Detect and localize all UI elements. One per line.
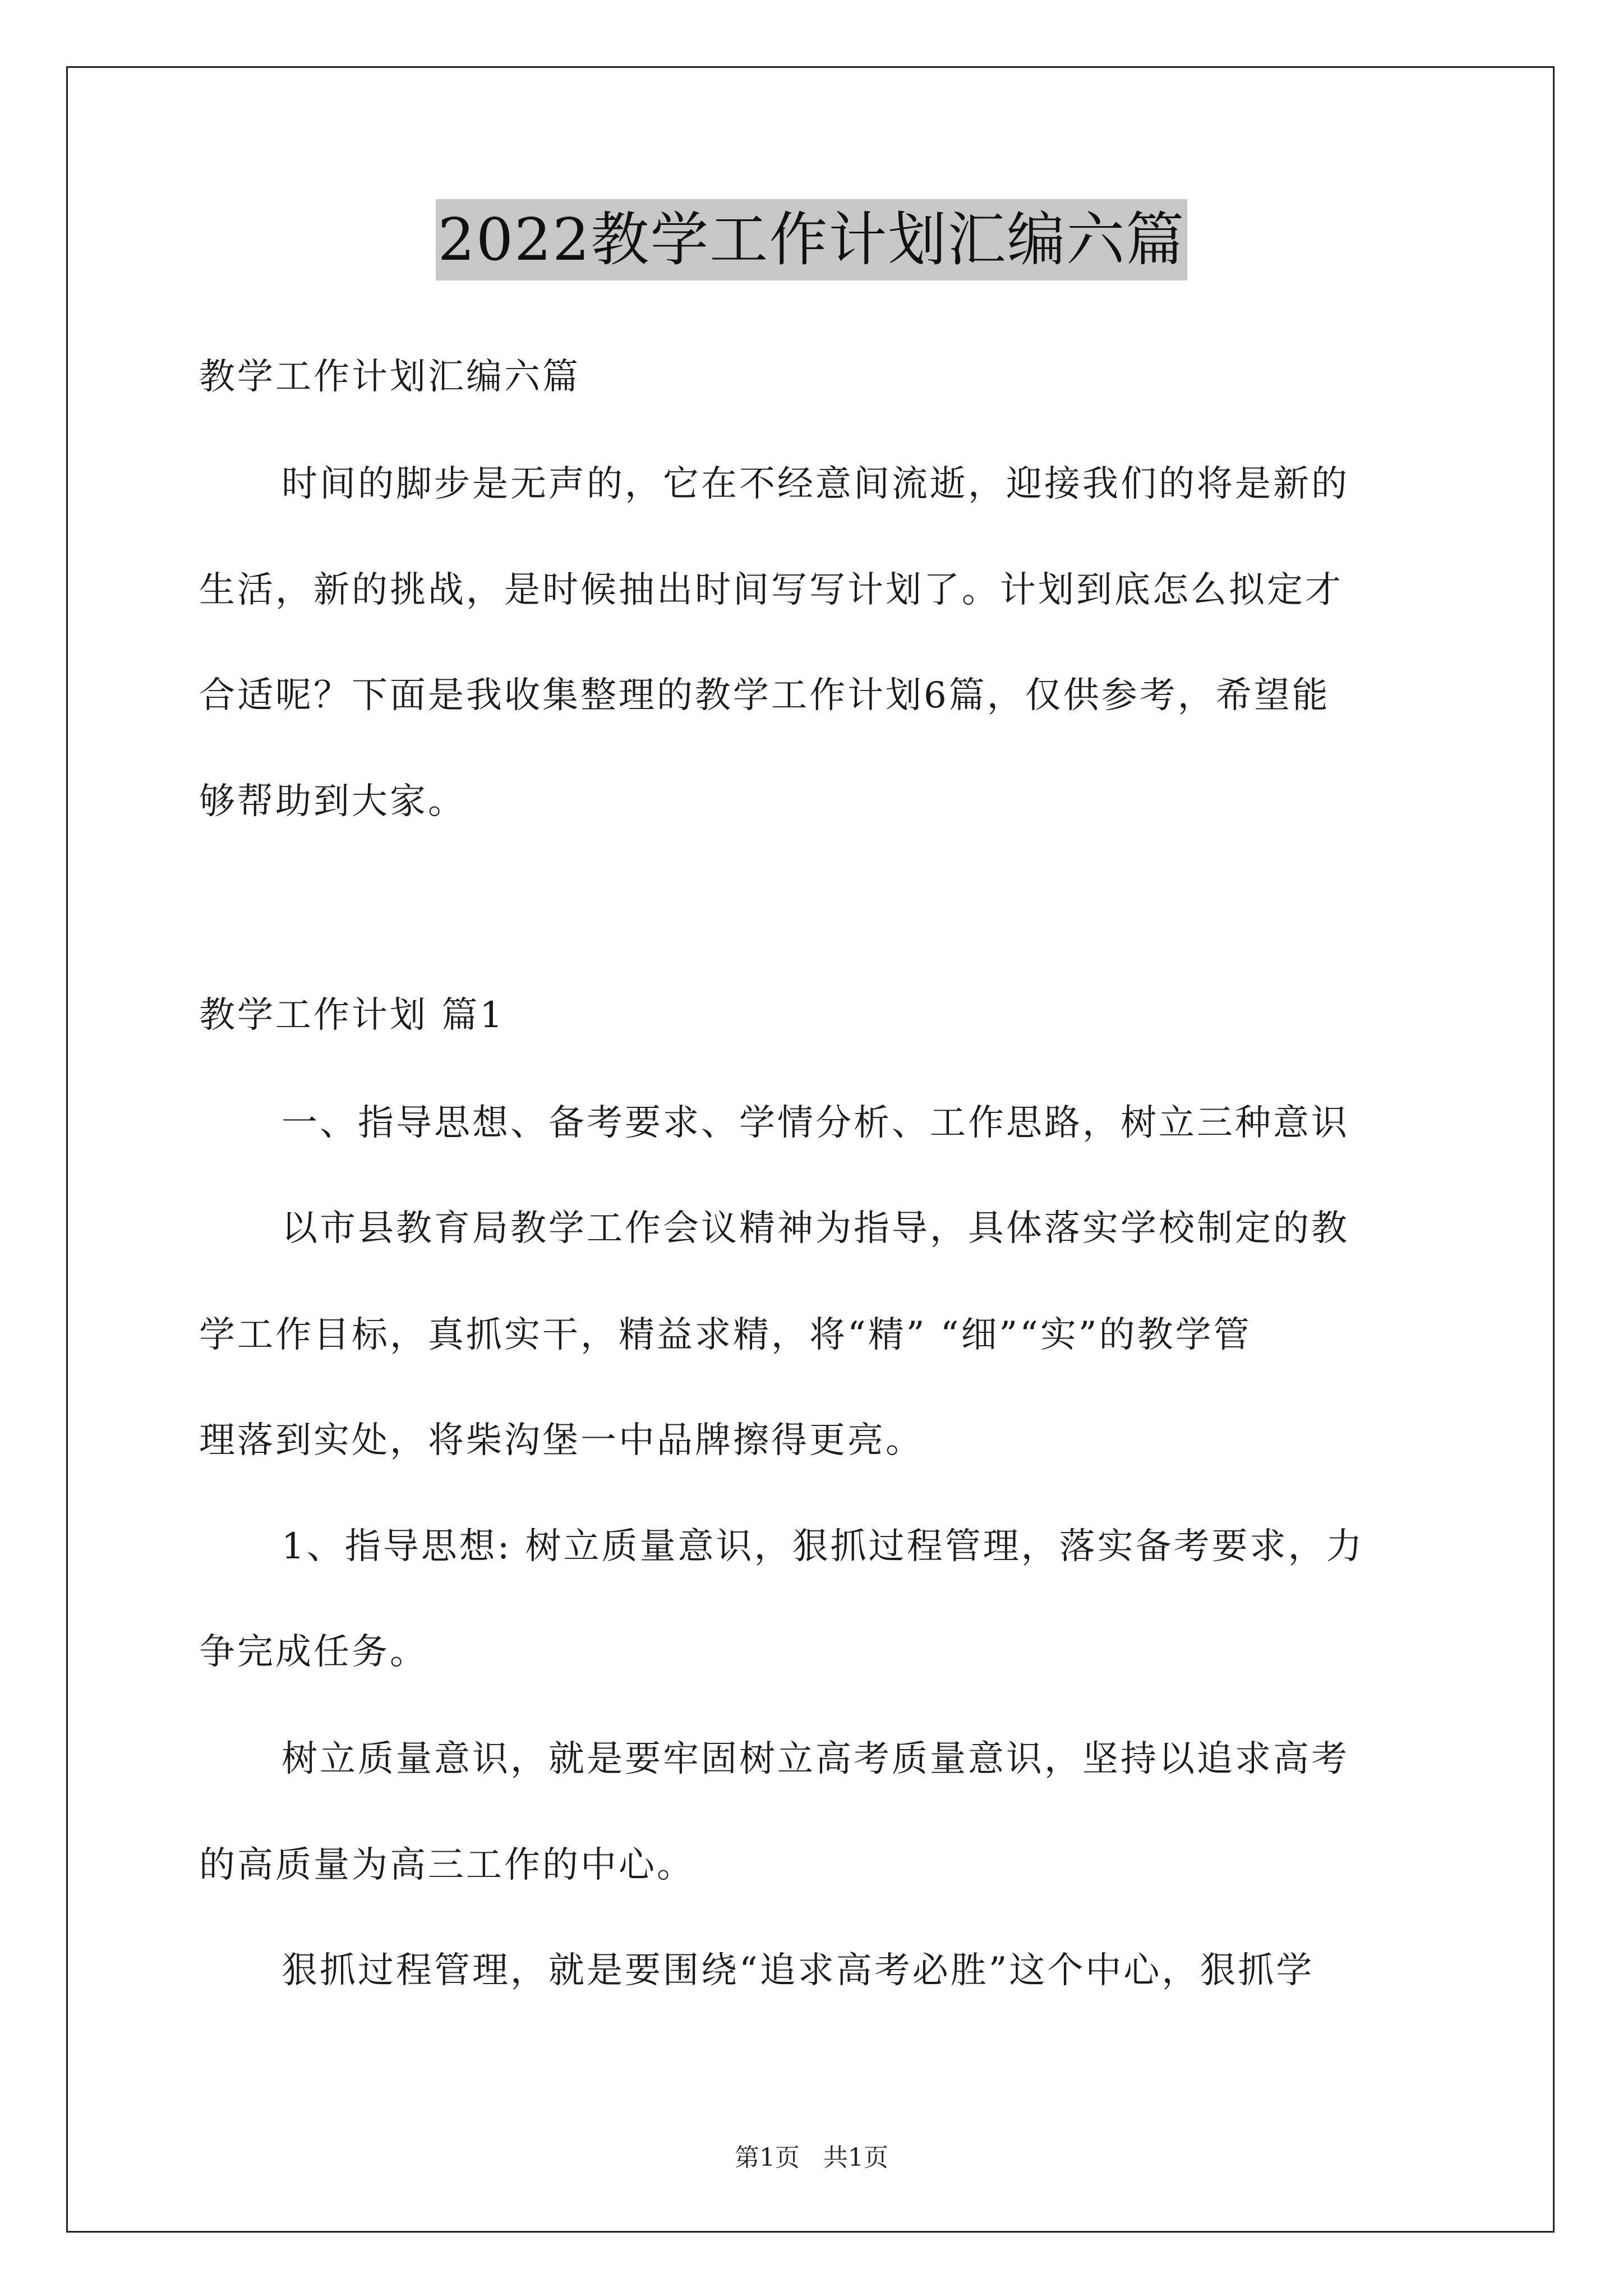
title-container: [0, 199, 1623, 280]
page-footer: 第1页 共1页: [735, 2143, 888, 2172]
paragraph-line: 1、指导思想: 树立质量意识，狠抓过程管理，落实备考要求，力: [282, 1526, 1364, 1567]
paragraph-line: 的高质量为高三工作的中心。: [199, 1844, 695, 1886]
paragraph-line: 时间的脚步是无声的，它在不经意间流逝，迎接我们的将是新的: [282, 463, 1349, 505]
paragraph-line: 争完成任务。: [199, 1631, 428, 1673]
paragraph-line: 理落到实处，将柴沟堡一中品牌擦得更亮。: [199, 1420, 924, 1461]
paragraph-line: 够帮助到大家。: [199, 781, 466, 822]
paragraph-line: 以市县教育局教学工作会议精神为指导，具体落实学校制定的教: [282, 1208, 1349, 1249]
paragraph-line: 合适呢？下面是我收集整理的教学工作计划6篇，仅供参考，希望能: [199, 675, 1330, 716]
subtitle-line: 教学工作计划汇编六篇: [199, 356, 580, 398]
paragraph-line: 树立质量意识，就是要牢固树立高考质量意识，坚持以追求高考: [282, 1738, 1349, 1780]
paragraph-line: 学工作目标，真抓实干，精益求精，将“精” “细”“实”的教学管: [199, 1314, 1252, 1356]
section-heading: 教学工作计划 篇1: [199, 995, 505, 1036]
paragraph-line: 一、指导思想、备考要求、学情分析、工作思路，树立三种意识: [282, 1102, 1349, 1144]
paragraph-line: 狠抓过程管理，就是要围绕“追求高考必胜”这个中心，狠抓学: [282, 1950, 1315, 1991]
document-title: 2022教学工作计划汇编六篇: [436, 199, 1188, 280]
paragraph-line: 生活，新的挑战，是时候抽出时间写写计划了。计划到底怎么拟定才: [199, 569, 1343, 611]
